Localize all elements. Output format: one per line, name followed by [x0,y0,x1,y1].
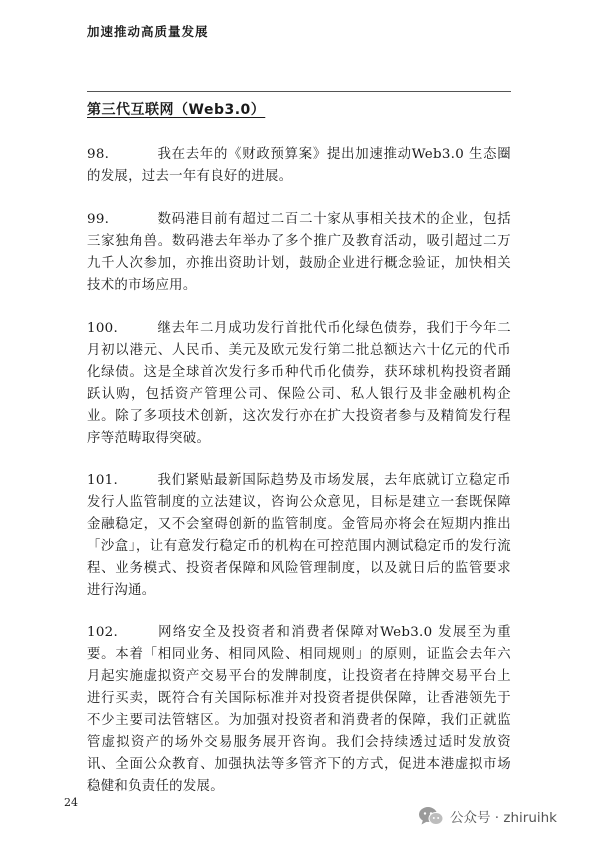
paragraph-99 [87,209,511,297]
running-header: 加速推动高质量发展 [87,24,209,39]
wechat-icon [418,806,444,826]
watermark [418,806,557,826]
paragraph-text: 我们紧贴最新国际趋势及市场发展，去年底就订立稳定币发行人监管制度的立法建议，咨询公众意见，目标是建立一套既保障金融稳定，又不会窒碍创新的监管制度。金管局亦将会在短期内推出「沙盒」，让有意发行稳定币的机构在可控范围内测试稳定币的发行流程、业务模式、投资者保障和风险管理制度，以及就日后的监管要求进行沟通。 [87,473,511,598]
page-number: 24 [64,796,78,809]
paragraph-number: 98. [87,147,110,162]
paragraph-number: 99. [87,212,110,227]
paragraph-number: 102. [87,625,119,640]
header-rule [87,91,511,92]
paragraph-number: 101. [87,473,119,488]
paragraph-text: 网络安全及投资者和消费者保障对Web3.0 发展至为重要。本着「相同业务、相同风险、相同规则」的原则，证监会去年六月起实施虚拟资产交易平台的发牌制度，让投资者在持牌交易平台上进行买卖，既符合有关国际标准并对投资者提供保障，让香港领先于不少主要司法管辖区。为加强对投资者和消费者的保障，我们正就监管虚拟资产的场外交易服务展开咨询。我们会持续透过适时发放资讯、全面公众教育、加强执法等多管齐下的方式，促进本港虚拟市场稳健和负责任的发展。 [87,625,511,794]
paragraph-number: 100. [87,321,119,336]
paragraph-text: 数码港目前有超过二百二十家从事相关技术的企业，包括三家独角兽。数码港去年举办了多个推广及教育活动，吸引超过二万九千人次参加，亦推出资助计划，鼓励企业进行概念验证，加快相关技术的市场应用。 [87,212,511,293]
paragraph-98 [87,144,511,188]
paragraph-100 [87,318,511,450]
paragraph-102 [87,622,511,798]
section-title: 第三代互联网（Web3.0） [87,102,266,118]
paragraph-text: 继去年二月成功发行首批代币化绿色债券，我们于今年二月初以港元、人民币、美元及欧元发行第二批总额达六十亿元的代币化绿债。这是全球首次发行多币种代币化债券，获环球机构投资者踊跃认购，包括资产管理公司、保险公司、私人银行及非金融机构企业。除了多项技术创新，这次发行亦在扩大投资者参与及精简发行程序等范畴取得突破。 [87,321,511,446]
paragraph-text: 我在去年的《财政预算案》提出加速推动Web3.0 生态圈的发展，过去一年有良好的进展。 [87,147,511,184]
watermark-text: 公众号 · zhiruihk [450,810,557,826]
paragraph-101 [87,470,511,602]
